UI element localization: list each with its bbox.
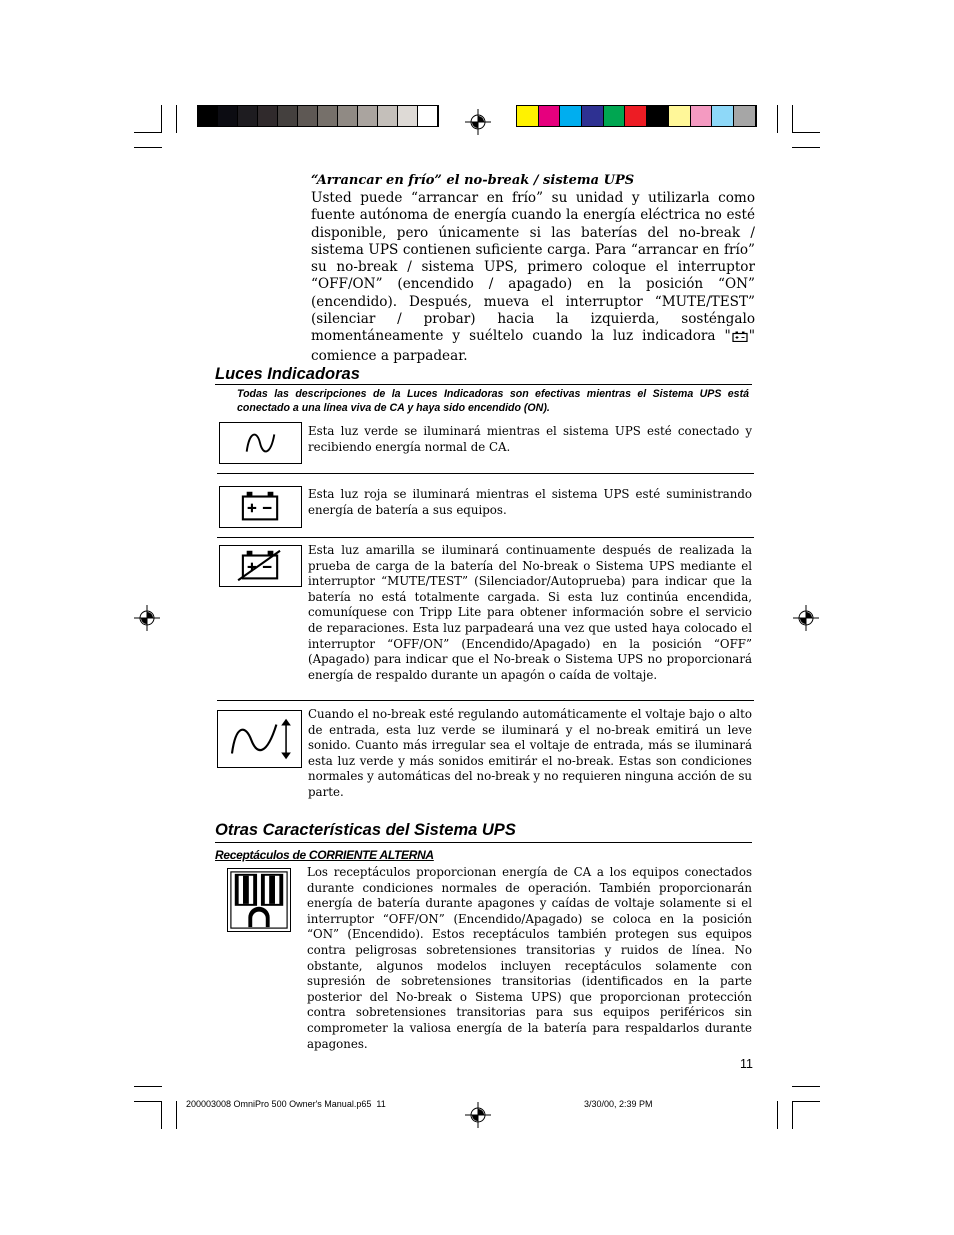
color-swatch bbox=[691, 106, 713, 126]
crop-mark bbox=[792, 105, 793, 133]
item-divider bbox=[217, 537, 754, 538]
item-divider bbox=[217, 473, 754, 474]
footer-page: 11 bbox=[376, 1099, 386, 1109]
crop-mark bbox=[134, 132, 162, 133]
color-swatch bbox=[278, 106, 298, 126]
ac-receptacles-subtitle: Receptáculos de CORRIENTE ALTERNA bbox=[215, 848, 434, 862]
crop-mark bbox=[161, 105, 162, 133]
color-swatch bbox=[218, 106, 238, 126]
luces-note: Todas las descripciones de la Luces Indicadoras son efectivas mientras el Sistema UPS está conectado a una línea viva de CA y haya sido encendido (ON). bbox=[237, 388, 749, 414]
color-swatch bbox=[734, 106, 756, 126]
item-divider bbox=[217, 700, 754, 701]
indicator-description: Cuando el no-break esté regulando automáticamente el voltaje bajo o alto de entrada, esta luz verde se iluminará y el no-break emitirá un leve sonido. Cuanto más irregular sea el voltaje de entrada, más se iluminará esta luz verde y más sonidos emitirár el no-break. Estas son condiciones normales y automáticas del no-break y no requieren ninguna acción de su parte. bbox=[308, 707, 752, 799]
color-swatch bbox=[625, 106, 647, 126]
indicator-description: Esta luz roja se iluminará mientras el sistema UPS esté suministrando energía de batería a sus equipos. bbox=[308, 487, 752, 517]
crop-mark bbox=[176, 1101, 177, 1129]
registration-target-icon bbox=[465, 1102, 491, 1128]
cold-start-paragraph bbox=[311, 190, 755, 365]
color-calibration-bar bbox=[516, 105, 757, 127]
registration-target-icon bbox=[465, 109, 491, 135]
crop-mark bbox=[134, 1101, 162, 1102]
color-swatch bbox=[358, 106, 378, 126]
battery-icon bbox=[219, 486, 302, 528]
registration-target-icon bbox=[134, 605, 160, 631]
color-swatch bbox=[398, 106, 418, 126]
color-swatch bbox=[338, 106, 358, 126]
color-swatch bbox=[560, 106, 582, 126]
ac-receptacles-paragraph: Los receptáculos proporcionan energía de CA a los equipos conectados durante condiciones normales de operación. También proporcionarán energía de batería durante apagones y caídas de voltaje solamente si el interruptor “OFF/ON” (Encendido/Apagado) se coloca en la posición “ON” (Encendido). Estos receptáculos también protegen sus equipos contra peligrosas sobretensiones transitorias y ruidos de línea. No obstante, algunos modelos incluyen receptáculos solamente con supresión de sobretensiones transitorias (identificados en la parte posterior del No-break o Sistema UPS) que proporcionan protección contra sobretensiones transitorias para sus equipos periféricos sin comprometer la valiosa energía de la batería para respaldarlos durante apagones. bbox=[307, 865, 752, 1051]
crop-mark bbox=[161, 1101, 162, 1129]
sine-wave-icon bbox=[219, 422, 302, 464]
section-title-luces: Luces Indicadoras bbox=[215, 365, 360, 383]
color-swatch bbox=[539, 106, 561, 126]
section-title-otras: Otras Características del Sistema UPS bbox=[215, 821, 516, 839]
battery-icon bbox=[732, 330, 748, 347]
grayscale-calibration-bar bbox=[197, 105, 439, 127]
crop-mark bbox=[792, 1101, 820, 1102]
cold-start-text-end: " comience a parpadear. bbox=[311, 328, 755, 364]
color-swatch bbox=[378, 106, 398, 126]
footer-filename: 200003008 OmniPro 500 Owner's Manual.p65 bbox=[186, 1099, 372, 1109]
footer-date: 3/30/00, 2:39 PM bbox=[584, 1099, 653, 1109]
crop-mark bbox=[134, 147, 162, 148]
crop-mark bbox=[777, 1101, 778, 1129]
cold-start-title: “Arrancar en frío” el no-break / sistema UPS bbox=[311, 173, 635, 188]
page-number: 11 bbox=[740, 1057, 753, 1071]
cold-start-text: Usted puede “arrancar en frío” su unidad y utilizarla como fuente autónoma de energía cuando la energía eléctrica no esté disponible, pero únicamente si las baterías del no-break / sistema UPS contienen suficiente carga. Para “arrancar en frío” su no-break / sistema UPS, primero coloque el interruptor “OFF/ON” (encendido / apagado) en la posición “ON” (encendido). Después, mueva el interruptor “MUTE/TEST” (silenciar / probar) hacia la izquierda, sosténgalo momentáneamente y suéltelo cuando la luz indicadora " bbox=[311, 190, 755, 345]
color-swatch bbox=[258, 106, 278, 126]
section-divider bbox=[215, 842, 752, 843]
ac-outlet-icon bbox=[227, 868, 291, 932]
footer-file-info bbox=[186, 1099, 386, 1109]
color-swatch bbox=[582, 106, 604, 126]
color-swatch bbox=[669, 106, 691, 126]
color-swatch bbox=[318, 106, 338, 126]
color-swatch bbox=[198, 106, 218, 126]
voltage-regulation-icon bbox=[217, 710, 302, 768]
color-swatch bbox=[517, 106, 539, 126]
crop-mark bbox=[792, 132, 820, 133]
color-swatch bbox=[418, 106, 438, 126]
section-divider bbox=[215, 384, 752, 385]
indicator-description: Esta luz amarilla se iluminará continuamente después de realizada la prueba de carga de la batería del No-break o Sistema UPS mediante el interruptor “MUTE/TEST” (Silenciador/Autoprueba) para indicar que la batería no está totalmente cargada. Si esta luz continúa encendida, comuníquese con Tripp Lite para obtener información sobre el servicio de reparaciones. Esta luz parpadeará una vez que usted haya colocado el interruptor “OFF/ON” (Encendido/Apagado) en la posición “OFF” (Apagado) para indicar que el No-break o Sistema UPS no proporcionará energía de respaldo durante un apagón o caída de voltaje. bbox=[308, 543, 752, 682]
battery-crossed-icon bbox=[219, 545, 302, 587]
color-swatch bbox=[298, 106, 318, 126]
color-swatch bbox=[238, 106, 258, 126]
crop-mark bbox=[792, 147, 820, 148]
crop-mark bbox=[792, 1086, 820, 1087]
crop-mark bbox=[792, 1101, 793, 1129]
crop-mark bbox=[134, 1086, 162, 1087]
registration-target-icon bbox=[793, 605, 819, 631]
color-swatch bbox=[604, 106, 626, 126]
indicator-description: Esta luz verde se iluminará mientras el sistema UPS esté conectado y recibiendo energía normal de CA. bbox=[308, 424, 752, 454]
crop-mark bbox=[176, 105, 177, 133]
color-swatch bbox=[647, 106, 669, 126]
crop-mark bbox=[777, 105, 778, 133]
color-swatch bbox=[712, 106, 734, 126]
